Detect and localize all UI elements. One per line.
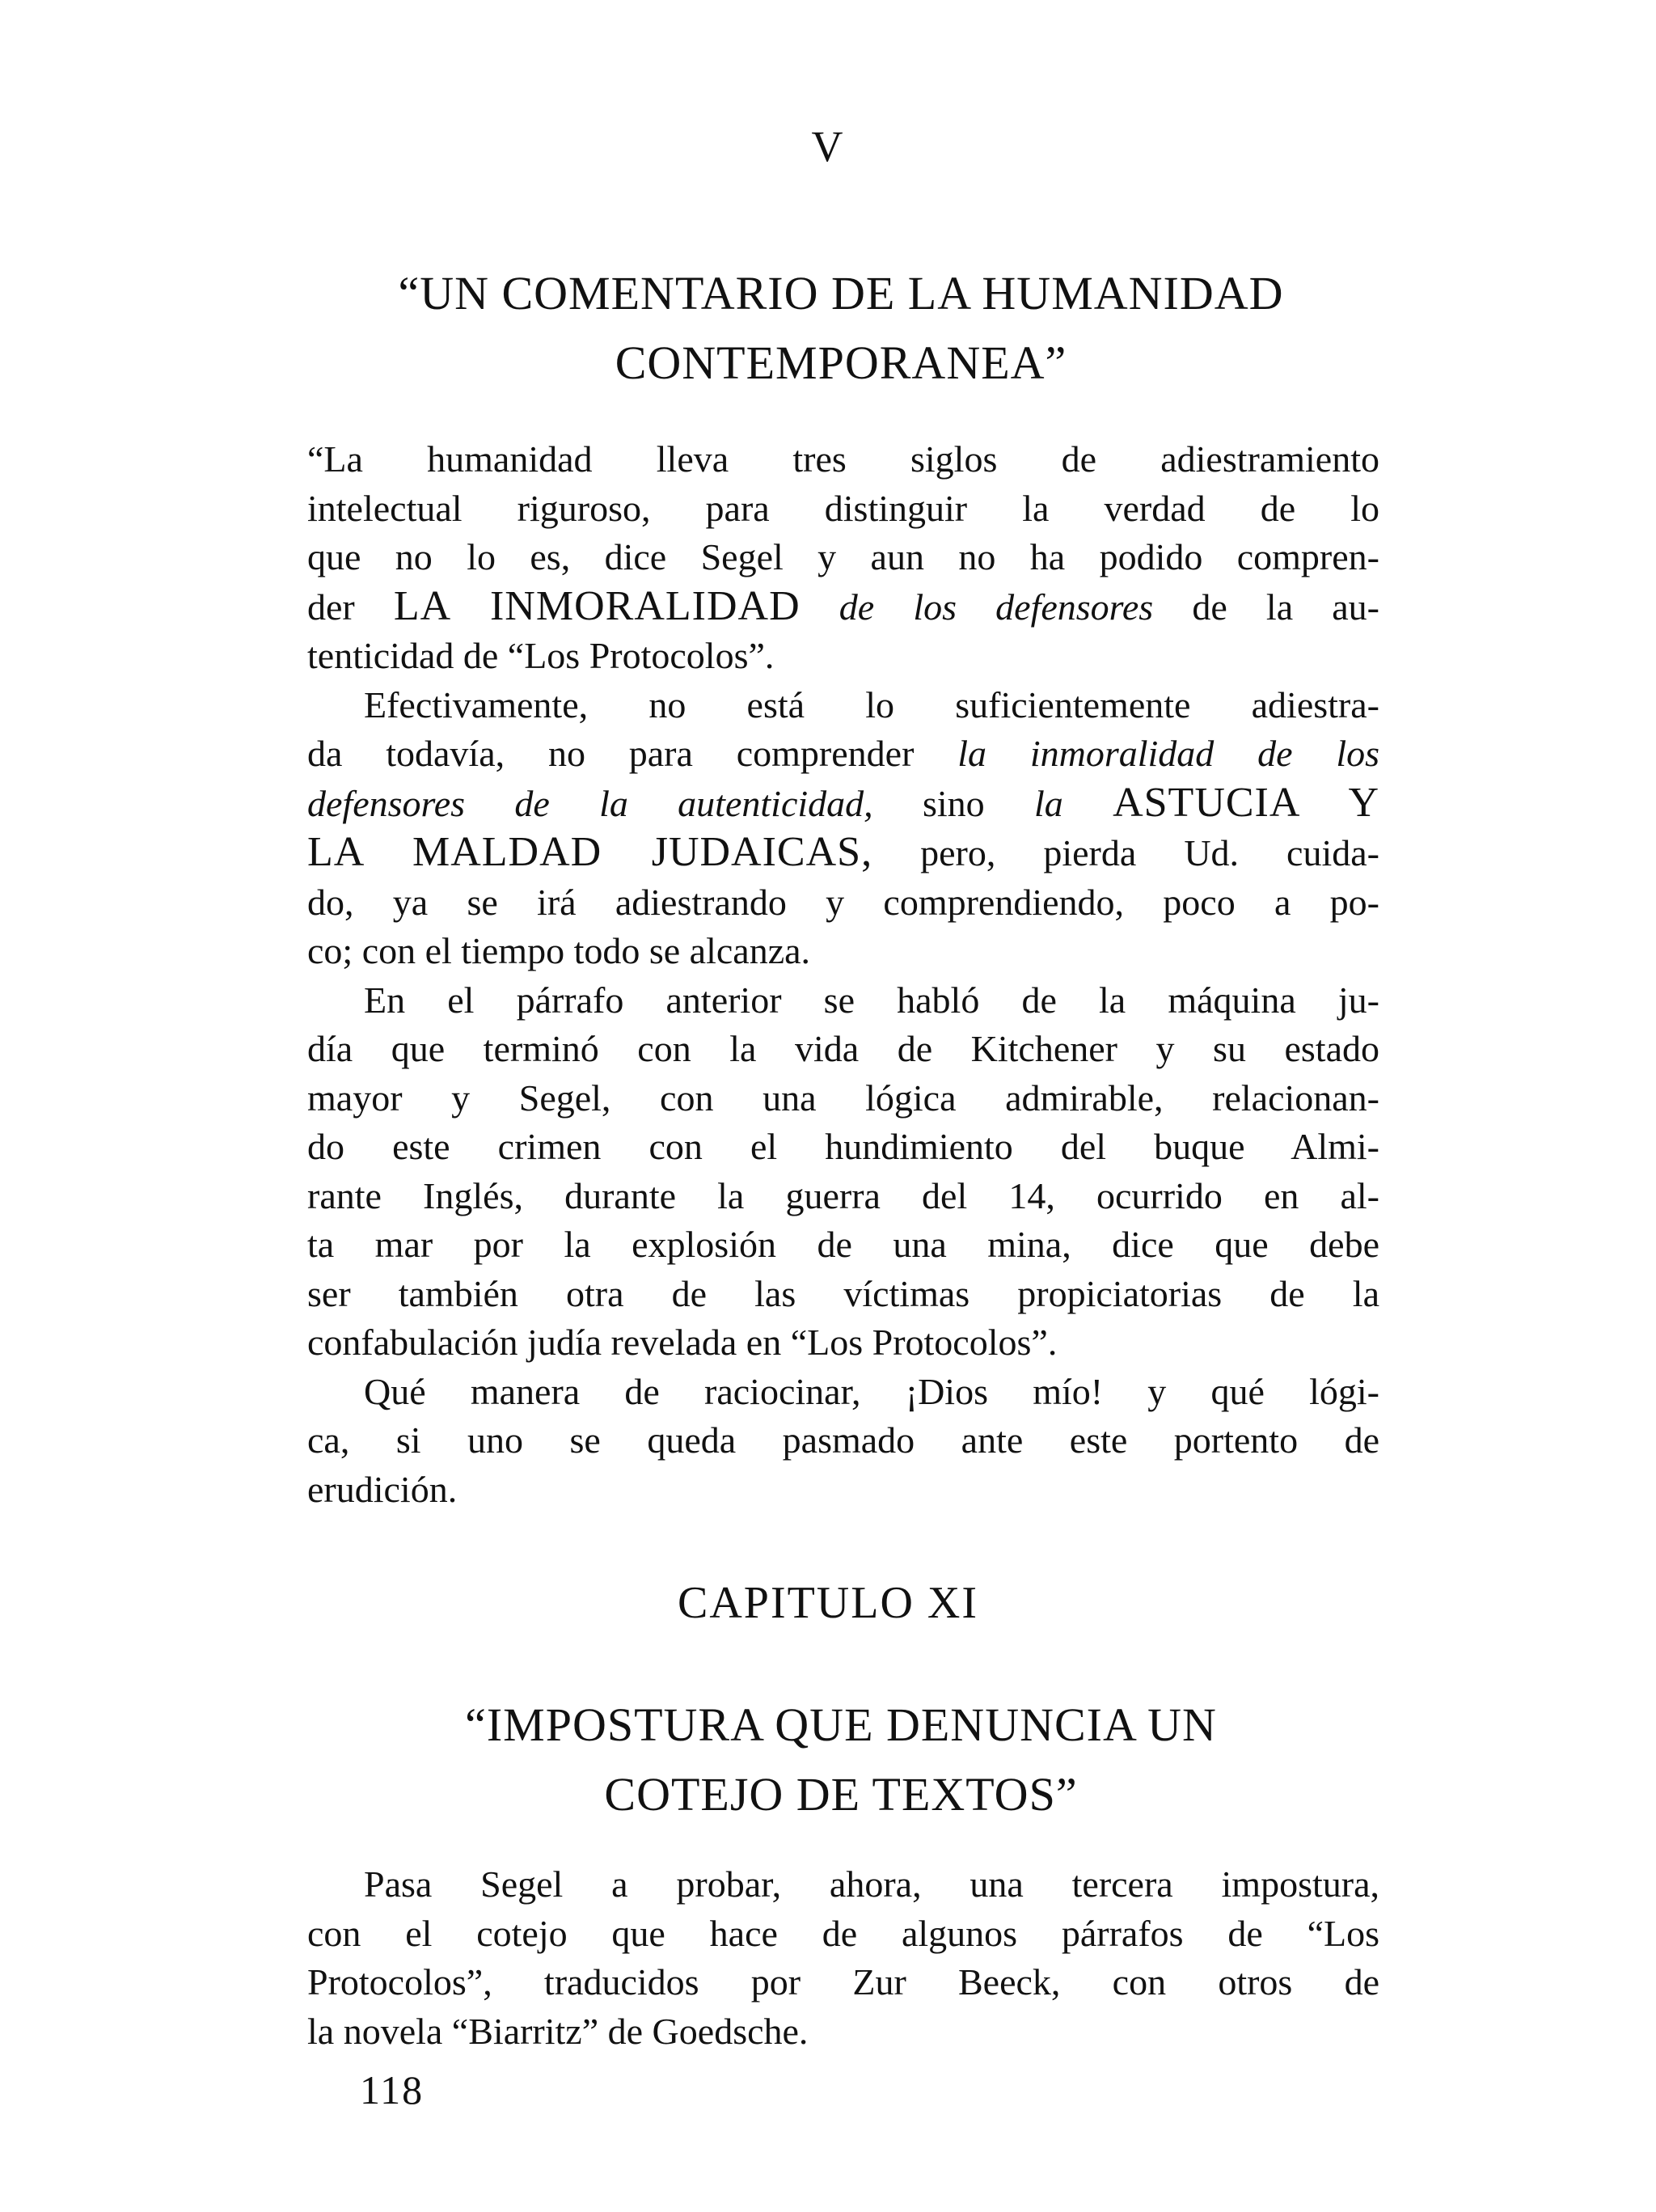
- chapter-heading-line-1: “IMPOSTURA QUE DENUNCIA UN: [465, 1698, 1217, 1751]
- text-line: que no lo es, dice Segel y aun no ha podido compren-: [307, 536, 1379, 577]
- italic-run: defensores de la autenticidad,: [307, 782, 873, 824]
- text-line: En el párrafo anterior se habló de la máquina ju-: [364, 979, 1379, 1021]
- italic-run: la: [1033, 782, 1063, 824]
- text-line: [307, 779, 1379, 829]
- text-line: tenticidad de “Los Protocolos”.: [307, 635, 775, 676]
- text-line: mayor y Segel, con una lógica admirable, relacionan-: [307, 1076, 1379, 1119]
- section-heading: [307, 259, 1375, 398]
- text-line: Qué manera de raciocinar, ¡Dios mío! y qué lógi-: [364, 1370, 1379, 1412]
- text-run: sino: [872, 782, 1034, 824]
- caps-run: ASTUCIA Y: [1113, 779, 1379, 826]
- paragraph: [307, 681, 1379, 976]
- italic-run: la inmoralidad de los: [957, 733, 1380, 774]
- text-line: día que terminó con la vida de Kitchener y su estado: [307, 1028, 1379, 1069]
- text-line: la novela “Biarritz” de Goedsche.: [307, 2010, 809, 2052]
- chapter-title: CAPITULO XI: [678, 1578, 978, 1628]
- section-numeral: V: [811, 122, 845, 171]
- paragraph: [307, 1860, 1379, 2056]
- text-run: [801, 586, 839, 628]
- section-heading-line-1: “UN COMENTARIO DE LA HUMANIDAD: [398, 267, 1284, 319]
- chapter-body: [307, 1860, 1379, 2056]
- section-body: [307, 435, 1379, 1514]
- caps-run: LA INMORALIDAD: [393, 582, 801, 629]
- caps-run: LA MALDAD JUDAICAS,: [307, 829, 873, 875]
- text-line: intelectual riguroso, para distinguir la verdad de lo: [307, 487, 1379, 529]
- text-line: Pasa Segel a probar, ahora, una tercera impostura,: [364, 1863, 1379, 1905]
- text-run: pero, pierda Ud. cuida-: [872, 832, 1379, 873]
- text-line: co; con el tiempo todo se alcanza.: [307, 930, 811, 971]
- paragraph: [307, 976, 1379, 1368]
- text-line: Efectivamente, no está lo suficientemente adiestra-: [364, 683, 1379, 725]
- text-line: [307, 730, 1379, 779]
- text-line: ser también otra de las víctimas propiciatorias de la: [307, 1272, 1379, 1314]
- text-line: con el cotejo que hace de algunos párrafos de “Los: [307, 1912, 1379, 1954]
- paragraph: [307, 435, 1379, 681]
- text-line: [307, 582, 1379, 632]
- text-line: do, ya se irá adiestrando y comprendiendo, poco a po-: [307, 881, 1379, 923]
- text-line: Protocolos”, traducidos por Zur Beeck, con otros de: [307, 1961, 1379, 2003]
- text-line: erudición.: [307, 1468, 458, 1510]
- text-line: do este crimen con el hundimiento del buque Almi-: [307, 1126, 1379, 1167]
- text-run: [1063, 783, 1113, 824]
- text-line: rante Inglés, durante la guerra del 14, ocurrido en al-: [307, 1174, 1379, 1216]
- text-line: ca, si uno se queda pasmado ante este portento de: [307, 1419, 1379, 1461]
- paragraph: [307, 1368, 1379, 1515]
- italic-run: de los defensores: [839, 586, 1154, 628]
- text-line: confabulación judía revelada en “Los Protocolos”.: [307, 1322, 1058, 1363]
- text-line: “La humanidad lleva tres siglos de adiestramiento: [307, 438, 1379, 480]
- text-line: [307, 828, 1379, 878]
- chapter-heading: [307, 1690, 1375, 1829]
- chapter-heading-line-2: COTEJO DE TEXTOS”: [604, 1768, 1078, 1821]
- text-line: ta mar por la explosión de una mina, dice que debe: [307, 1224, 1379, 1265]
- text-run: da todavía, no para comprender: [307, 733, 958, 774]
- text-run: der: [307, 586, 394, 628]
- section-heading-line-2: CONTEMPORANEA”: [615, 336, 1067, 389]
- text-run: de la au-: [1153, 586, 1379, 628]
- page-number: 118: [360, 2067, 425, 2113]
